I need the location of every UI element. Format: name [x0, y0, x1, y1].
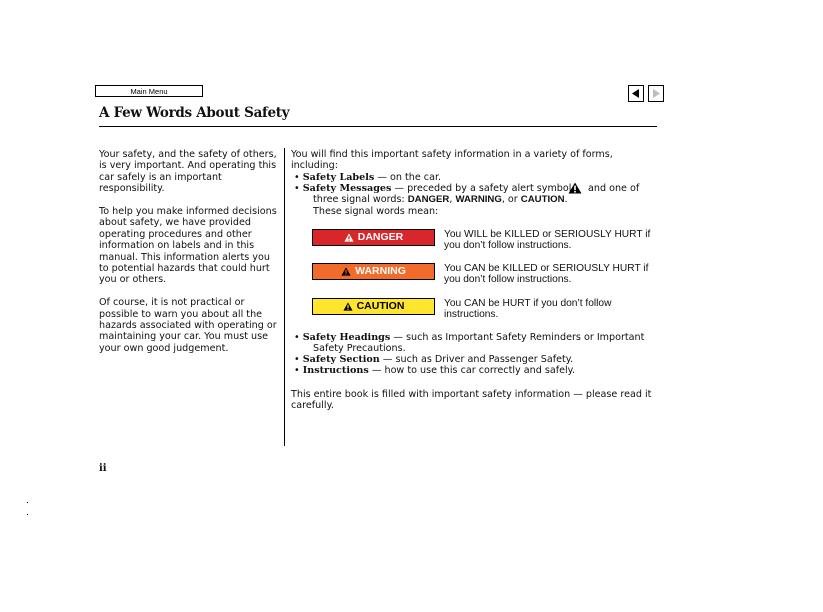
signal-words-line [313, 194, 568, 205]
list-item-instructions [294, 365, 575, 376]
stray-mark [27, 502, 28, 503]
safety-headings-text: such as Important Safety Reminders or Important [406, 332, 645, 343]
bullet: • [294, 365, 300, 376]
page-title: A Few Words About Safety [99, 105, 290, 121]
column-divider [284, 148, 285, 446]
danger-sign [312, 229, 435, 246]
bullet: • [294, 172, 300, 183]
decisions-paragraph: To help you make informed decisions about safety, we have provided operating procedures and other information on labels and in this manual. This information alerts you to potential hazards that could hurt you or others. [99, 206, 277, 286]
warning-sign [312, 263, 435, 280]
signal-word-warning: WARNING [455, 194, 502, 205]
signal-word-danger: DANGER [407, 194, 450, 205]
bullet: • [294, 354, 300, 365]
safety-messages-text: preceded by a safety alert symbol [407, 183, 572, 194]
alert-triangle-icon [341, 267, 351, 276]
caution-sign-label: CAUTION [356, 299, 405, 312]
previous-page-button[interactable] [628, 85, 644, 102]
list-item-safety-labels [294, 172, 441, 183]
safety-labels-text: on the car. [390, 172, 442, 183]
safety-labels-term: Safety Labels [302, 172, 375, 183]
safety-messages-term: Safety Messages [302, 183, 392, 194]
triangle-left-icon [632, 89, 640, 98]
safety-section-text: such as Driver and Passenger Safety. [395, 354, 574, 365]
intro-paragraph: Your safety, and the safety of others, is very important. And operating this car safely is an important responsibility. [99, 149, 277, 195]
em-dash: — [394, 183, 405, 194]
alert-triangle-icon [344, 233, 354, 242]
warning-meaning: You CAN be KILLED or SERIOUSLY HURT if you don’t follow instructions. [444, 263, 649, 286]
instructions-text: how to use this car correctly and safely. [384, 365, 576, 376]
list-item-safety-headings [294, 332, 644, 343]
signal-words-mean: These signal words mean: [313, 206, 439, 217]
right-intro [291, 149, 661, 172]
page-number: ii [99, 463, 107, 474]
bullet: • [294, 332, 300, 343]
caution-sign [312, 298, 435, 315]
alert-triangle-icon [343, 302, 353, 311]
list-item-safety-section [294, 354, 573, 365]
warning-sign-label: WARNING [355, 264, 406, 277]
em-dash: — [371, 365, 382, 376]
safety-headings-term: Safety Headings [302, 332, 391, 343]
separator: , [449, 194, 453, 205]
danger-sign-label: DANGER [357, 230, 404, 243]
separator: , or [501, 194, 518, 205]
instructions-term: Instructions [302, 365, 369, 376]
judgement-paragraph: Of course, it is not practical or possible to warn you about all the hazards associated with operating or maintaining your car. You must use your own good judgement. [99, 297, 277, 354]
list-item-safety-messages [294, 183, 571, 194]
safety-headings-text-continued: Safety Precautions. [313, 343, 406, 354]
title-rule [99, 126, 657, 127]
stray-mark [27, 514, 28, 515]
caution-meaning: You CAN be HURT if you don’t follow instructions. [444, 298, 612, 321]
closing-paragraph [291, 389, 661, 412]
safety-alert-symbol-icon [568, 182, 582, 194]
signal-words-prefix: three signal words: [313, 194, 405, 205]
closing-text: This entire book is filled with important safety information — please read it carefully. [291, 389, 652, 412]
safety-messages-text-continued: and one of [588, 183, 640, 194]
danger-meaning: You WILL be KILLED or SERIOUSLY HURT if you don’t follow instructions. [444, 229, 651, 252]
next-page-button[interactable] [648, 85, 664, 102]
left-column [99, 149, 279, 366]
safety-section-term: Safety Section [302, 354, 380, 365]
period: . [564, 194, 568, 205]
em-dash: — [382, 354, 393, 365]
em-dash: — [393, 332, 403, 343]
em-dash: — [377, 172, 387, 183]
signal-word-caution: CAUTION [520, 194, 565, 205]
triangle-right-icon [652, 89, 660, 98]
main-menu-button[interactable]: Main Menu [95, 85, 203, 97]
bullet: • [294, 183, 300, 194]
forms-intro-text: You will find this important safety information in a variety of forms, including: [291, 149, 613, 172]
